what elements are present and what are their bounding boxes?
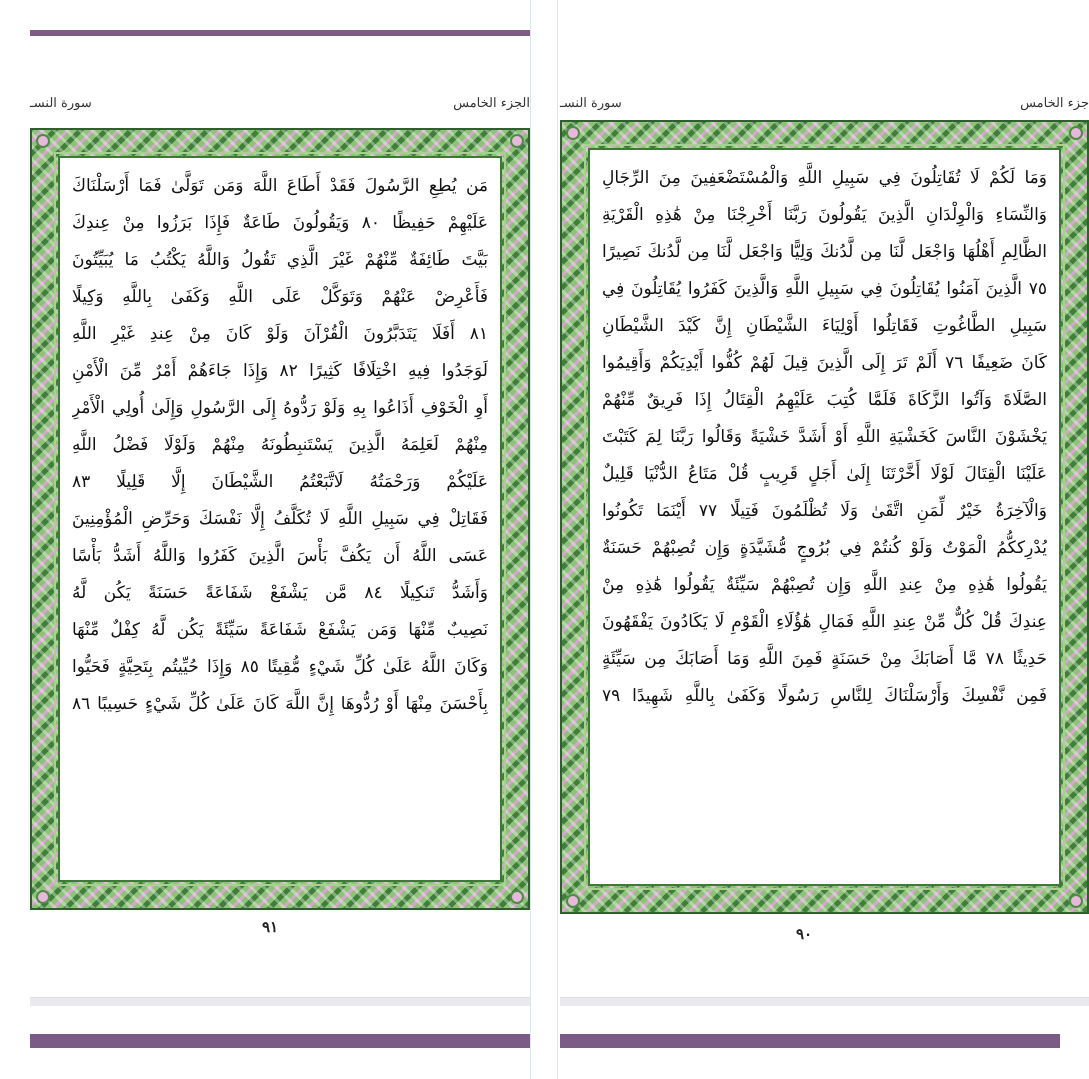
verse-line: وَكَانَ اللَّهُ عَلَىٰ كُلِّ شَيْءٍ مُّقِيتًا ٨٥ وَإِذَا حُيِّيتُم بِتَحِيَّةٍ فَحَيُّوا (72, 657, 488, 677)
page-gutter (530, 0, 558, 1079)
verse-line: يَقُولُوا هَٰذِهِ مِنْ عِندِ اللَّهِ وَإِن تُصِبْهُمْ سَيِّئَةٌ يَقُولُوا هَٰذِهِ مِنْ (602, 575, 1047, 595)
right-page (558, 0, 1089, 1079)
left-scroll-divider (30, 997, 530, 1006)
right-ornamental-frame (560, 120, 1089, 914)
verse-line: عِندِكَ قُلْ كُلٌّ مِّنْ عِندِ اللَّهِ فَمَالِ هَٰؤُلَاءِ الْقَوْمِ لَا يَكَادُونَ يَفْقَهُونَ (602, 612, 1047, 632)
verse-line: كَانَ ضَعِيفًا ٧٦ أَلَمْ تَرَ إِلَى الَّذِينَ قِيلَ لَهُمْ كُفُّوا أَيْدِيَكُمْ وَأَقِيمُوا (602, 353, 1047, 373)
verse-line: الصَّلَاةَ وَآتُوا الزَّكَاةَ فَلَمَّا كُتِبَ عَلَيْهِمُ الْقِتَالُ إِذَا فَرِيقٌ مِّنْهُمْ (602, 390, 1047, 410)
right-juz-header: جزء الخامس (1020, 96, 1089, 111)
left-frame-corner-ornament-icon (510, 134, 524, 148)
right-frame-corner-ornament-icon (566, 894, 580, 908)
verse-line: يُدْرِككُّمُ الْمَوْتُ وَلَوْ كُنتُمْ فِي بُرُوجٍ مُّشَيَّدَةٍ وَإِن تُصِبْهُمْ حَسَنَةٌ (602, 538, 1047, 558)
left-text-area (58, 156, 502, 882)
right-text-area (588, 148, 1061, 886)
left-frame-corner-ornament-icon (36, 134, 50, 148)
right-frame-corner-ornament-icon (1069, 126, 1083, 140)
verse-line: بِأَحْسَنَ مِنْهَا أَوْ رُدُّوهَا إِنَّ اللَّهَ كَانَ عَلَىٰ كُلِّ شَيْءٍ حَسِيبًا ٨٦ (72, 694, 488, 714)
left-verse-lines (60, 158, 500, 880)
right-frame-corner-ornament-icon (1069, 894, 1083, 908)
left-frame-corner-ornament-icon (36, 890, 50, 904)
verse-line: الظَّالِمِ أَهْلُهَا وَاجْعَل لَّنَا مِن لَّدُنكَ وَلِيًّا وَاجْعَل لَّنَا مِن لَّدُنكَ نَصِيرًا (602, 242, 1047, 262)
verse-line: نَصِيبٌ مِّنْهَا وَمَن يَشْفَعْ شَفَاعَةً سَيِّئَةً يَكُن لَّهُ كِفْلٌ مِّنْهَا (72, 620, 488, 640)
verse-line: وَأَشَدُّ تَنكِيلًا ٨٤ مَّن يَشْفَعْ شَفَاعَةً حَسَنَةً يَكُن لَّهُ (72, 583, 488, 603)
verse-line: سَبِيلِ الطَّاغُوتِ فَقَاتِلُوا أَوْلِيَاءَ الشَّيْطَانِ إِنَّ كَيْدَ الشَّيْطَانِ (602, 316, 1047, 336)
verse-line: حَدِيثًا ٧٨ مَّا أَصَابَكَ مِنْ حَسَنَةٍ فَمِنَ اللَّهِ وَمَا أَصَابَكَ مِن سَيِّئَةٍ (602, 649, 1047, 669)
verse-line: بَيَّتَ طَائِفَةٌ مِّنْهُمْ غَيْرَ الَّذِي تَقُولُ وَاللَّهُ يَكْتُبُ مَا يُبَيِّتُونَ (72, 250, 488, 270)
verse-line: عَلَيْكُمْ وَرَحْمَتُهُ لَاتَّبَعْتُمُ الشَّيْطَانَ إِلَّا قَلِيلًا ٨٣ (72, 472, 488, 492)
verse-line: عَسَى اللَّهُ أَن يَكُفَّ بَأْسَ الَّذِينَ كَفَرُوا وَاللَّهُ أَشَدُّ بَأْسًا (72, 546, 488, 566)
verse-line: فَأَعْرِضْ عَنْهُمْ وَتَوَكَّلْ عَلَى اللَّهِ وَكَفَىٰ بِاللَّهِ وَكِيلًا (72, 287, 488, 307)
left-surah-header: سورة النسـ (30, 96, 92, 111)
verse-line: مَن يُطِعِ الرَّسُولَ فَقَدْ أَطَاعَ اللَّهَ وَمَن تَوَلَّىٰ فَمَا أَرْسَلْنَاكَ (72, 176, 488, 196)
verse-line: لَوَجَدُوا فِيهِ اخْتِلَافًا كَثِيرًا ٨٢ وَإِذَا جَاءَهُمْ أَمْرٌ مِّنَ الْأَمْنِ (72, 361, 488, 381)
left-ornamental-frame (30, 128, 530, 910)
left-juz-header: الجزء الخامس (453, 96, 530, 111)
verse-line: يَخْشَوْنَ النَّاسَ كَخَشْيَةِ اللَّهِ أَوْ أَشَدَّ خَشْيَةً وَقَالُوا رَبَّنَا لِمَ كَتَبْتَ (602, 427, 1047, 447)
verse-line: عَلَيْهِمْ حَفِيظًا ٨٠ وَيَقُولُونَ طَاعَةٌ فَإِذَا بَرَزُوا مِنْ عِندِكَ (72, 213, 488, 233)
right-verse-lines (590, 150, 1059, 884)
left-frame-corner-ornament-icon (510, 890, 524, 904)
right-bottom-accent-bar (560, 1034, 1060, 1048)
left-top-accent-bar (30, 30, 530, 36)
verse-line: أَوِ الْخَوْفِ أَذَاعُوا بِهِ وَلَوْ رَدُّوهُ إِلَى الرَّسُولِ وَإِلَىٰ أُولِي الْأَمْرِ (72, 398, 488, 418)
verse-line: ٨١ أَفَلَا يَتَدَبَّرُونَ الْقُرْآنَ وَلَوْ كَانَ مِنْ عِندِ غَيْرِ اللَّهِ (72, 324, 488, 344)
verse-line: وَالنِّسَاءِ وَالْوِلْدَانِ الَّذِينَ يَقُولُونَ رَبَّنَا أَخْرِجْنَا مِنْ هَٰذِهِ الْقَرْيَةِ (602, 205, 1047, 225)
verse-line: عَلَيْنَا الْقِتَالَ لَوْلَا أَخَّرْتَنَا إِلَىٰ أَجَلٍ قَرِيبٍ قُلْ مَتَاعُ الدُّنْيَا قَلِيلٌ (602, 464, 1047, 484)
verse-line: فَمِن نَّفْسِكَ وَأَرْسَلْنَاكَ لِلنَّاسِ رَسُولًا وَكَفَىٰ بِاللَّهِ شَهِيدًا ٧٩ (602, 686, 1047, 706)
left-page-number: ٩١ (262, 918, 279, 936)
verse-line: فَقَاتِلْ فِي سَبِيلِ اللَّهِ لَا تُكَلَّفُ إِلَّا نَفْسَكَ وَحَرِّضِ الْمُؤْمِنِينَ (72, 509, 488, 529)
left-page (0, 0, 530, 1079)
verse-line: وَالْآخِرَةُ خَيْرٌ لِّمَنِ اتَّقَىٰ وَلَا تُظْلَمُونَ فَتِيلًا ٧٧ أَيْنَمَا تَكُونُوا (602, 501, 1047, 521)
verse-line: مِنْهُمْ لَعَلِمَهُ الَّذِينَ يَسْتَنبِطُونَهُ مِنْهُمْ وَلَوْلَا فَضْلُ اللَّهِ (72, 435, 488, 455)
right-page-number: ٩٠ (796, 925, 813, 943)
verse-line: ٧٥ الَّذِينَ آمَنُوا يُقَاتِلُونَ فِي سَبِيلِ اللَّهِ وَالَّذِينَ كَفَرُوا يُقَاتِلُونَ فِي (602, 279, 1047, 299)
right-scroll-divider (560, 997, 1089, 1006)
right-surah-header: سورة النسـ (560, 96, 622, 111)
left-bottom-accent-bar (30, 1034, 530, 1048)
verse-line: وَمَا لَكُمْ لَا تُقَاتِلُونَ فِي سَبِيلِ اللَّهِ وَالْمُسْتَضْعَفِينَ مِنَ الرِّجَالِ (602, 168, 1047, 188)
right-frame-corner-ornament-icon (566, 126, 580, 140)
